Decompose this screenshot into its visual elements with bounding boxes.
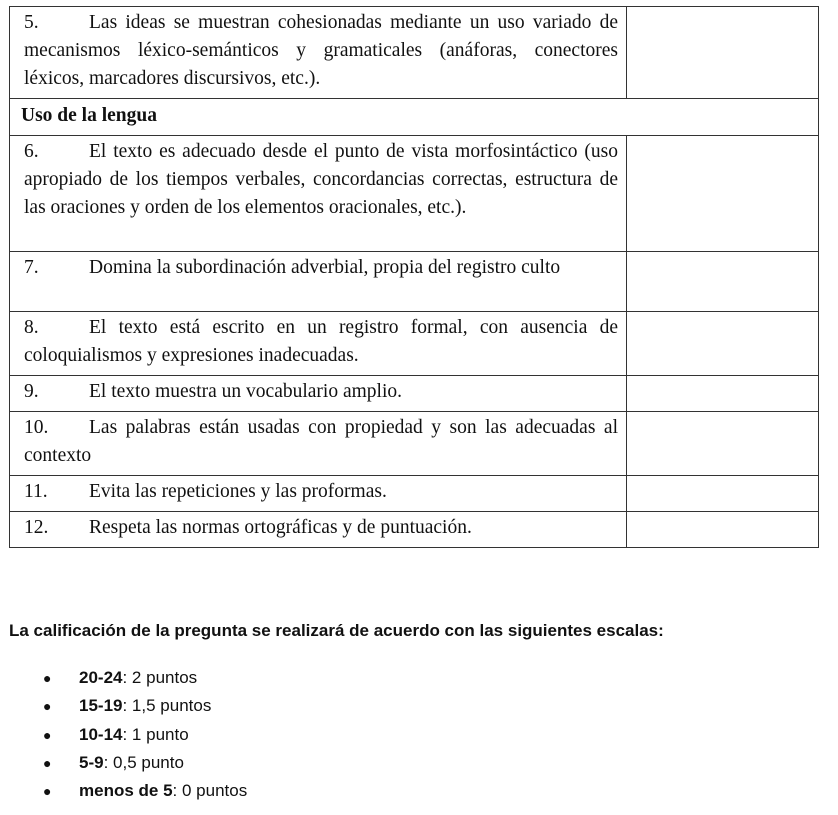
- bullet-icon: ●: [43, 726, 52, 743]
- scales-heading: La calificación de la pregunta se realizará de acuerdo con las siguientes escalas:: [9, 621, 664, 640]
- section-title: Uso de la lengua: [10, 99, 819, 136]
- criterion-cell: [10, 312, 627, 376]
- bullet-icon: ●: [43, 754, 52, 771]
- list-item: [0, 664, 247, 692]
- scale-value: : 0 puntos: [172, 781, 248, 801]
- bullet-icon: ●: [43, 783, 52, 800]
- criterion-number: 10.: [24, 417, 49, 438]
- scale-value: : 1,5 puntos: [122, 696, 212, 716]
- criterion-number: 8.: [24, 317, 39, 338]
- score-cell[interactable]: [627, 136, 819, 252]
- criterion-text: El texto está escrito en un registro formal, con ausencia de coloquialismos y expresiones inadecuadas.: [24, 317, 618, 366]
- rubric-row-10: [10, 412, 819, 476]
- scale-value: : 2 puntos: [122, 668, 198, 687]
- score-cell[interactable]: [627, 512, 819, 548]
- criterion-cell: [10, 376, 627, 412]
- criterion-cell: [10, 7, 627, 99]
- scales-list: [0, 664, 247, 805]
- rubric-row-9: [10, 376, 819, 412]
- criterion-text: Evita las repeticiones y las proformas.: [89, 481, 387, 502]
- score-cell[interactable]: [627, 476, 819, 512]
- criterion-cell: [10, 252, 627, 312]
- scale-range: 15-19: [79, 696, 123, 716]
- criterion-number: 6.: [24, 141, 39, 162]
- rubric-row-5: [10, 7, 819, 99]
- criterion-cell: [10, 136, 627, 252]
- scale-value: : 0,5 punto: [103, 752, 184, 772]
- criterion-number: 5.: [24, 12, 39, 33]
- scale-value: : 1 punto: [122, 724, 189, 744]
- scale-range: menos de 5: [79, 781, 173, 801]
- rubric-row-6: [10, 136, 819, 252]
- scale-range: 20-24: [79, 668, 123, 687]
- criterion-text: Las ideas se muestran cohesionadas mediante un uso variado de mecanismos léxico-semánticos y gramaticales (anáforas, conectores léxicos, marcadores discursivos, etc.).: [24, 12, 618, 89]
- score-cell[interactable]: [627, 7, 819, 99]
- section-row: [10, 99, 819, 136]
- criterion-cell: [10, 412, 627, 476]
- bullet-icon: ●: [43, 698, 52, 715]
- criterion-cell: [10, 476, 627, 512]
- rubric-table: [9, 6, 819, 548]
- list-item: [0, 692, 247, 720]
- list-item: [0, 721, 247, 749]
- criterion-text: Domina la subordinación adverbial, propia del registro culto: [89, 257, 561, 278]
- criterion-number: 12.: [24, 517, 49, 538]
- list-item: [0, 749, 247, 777]
- score-cell[interactable]: [627, 312, 819, 376]
- criterion-number: 11.: [24, 481, 48, 502]
- criterion-text: El texto es adecuado desde el punto de vista morfosintáctico (uso apropiado de los tiempos verbales, concordancias correctas, estructura de las oraciones y orden de los elementos oracionales, etc.).: [24, 141, 618, 218]
- rubric-row-12: [10, 512, 819, 548]
- scale-range: 5-9: [79, 752, 104, 772]
- criterion-cell: [10, 512, 627, 548]
- list-item: [0, 777, 247, 805]
- score-cell[interactable]: [627, 252, 819, 312]
- score-cell[interactable]: [627, 376, 819, 412]
- scale-range: 10-14: [79, 724, 123, 744]
- rubric-row-7: [10, 252, 819, 312]
- criterion-number: 9.: [24, 381, 39, 402]
- criterion-text: Respeta las normas ortográficas y de puntuación.: [89, 517, 472, 538]
- criterion-text: Las palabras están usadas con propiedad y son las adecuadas al contexto: [24, 417, 618, 466]
- bullet-icon: ●: [43, 670, 52, 686]
- rubric-row-11: [10, 476, 819, 512]
- score-cell[interactable]: [627, 412, 819, 476]
- criterion-number: 7.: [24, 257, 39, 278]
- criterion-text: El texto muestra un vocabulario amplio.: [89, 381, 402, 402]
- rubric-row-8: [10, 312, 819, 376]
